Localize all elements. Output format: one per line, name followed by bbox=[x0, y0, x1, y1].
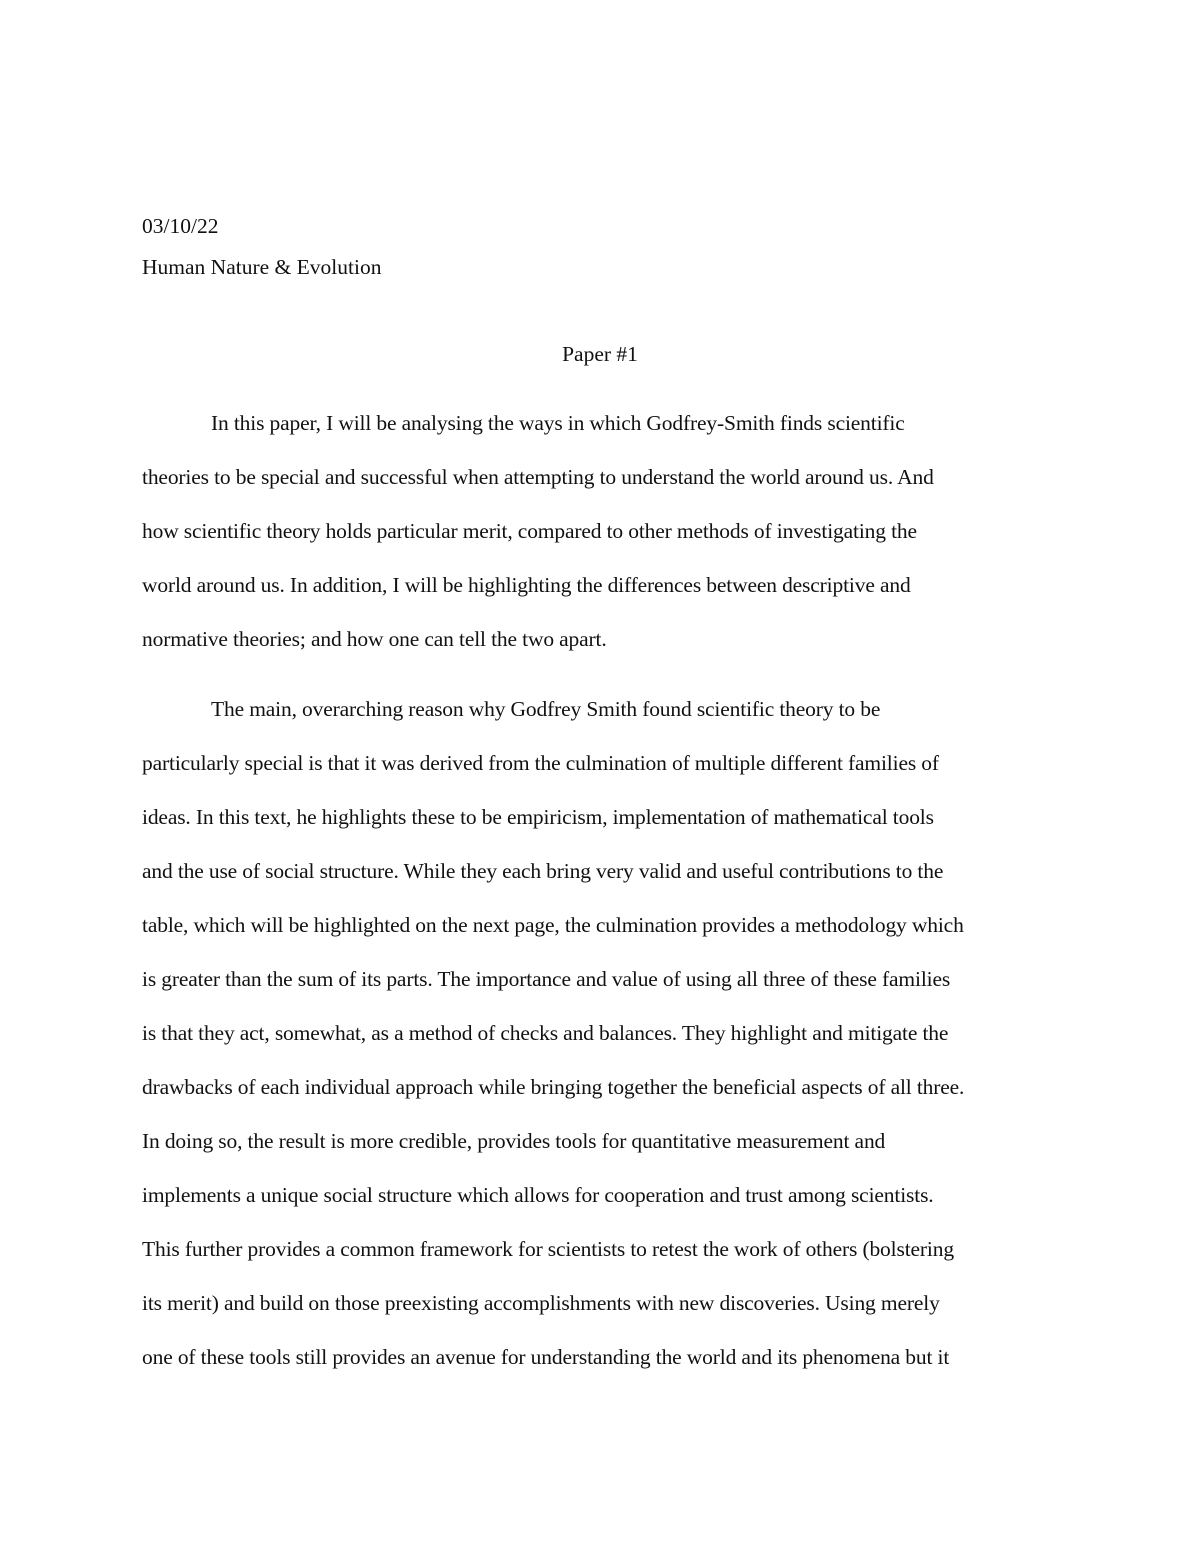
course-line: Human Nature & Evolution bbox=[142, 255, 382, 279]
paragraph-line: one of these tools still provides an avenue for understanding the world and its phenomena but it bbox=[142, 1345, 950, 1369]
paragraph-line: and the use of social structure. While they each bring very valid and useful contributions to the bbox=[142, 859, 944, 883]
paper-title: Paper #1 bbox=[562, 342, 638, 366]
paragraph-line: drawbacks of each individual approach while bringing together the beneficial aspects of all three. bbox=[142, 1075, 965, 1099]
paragraph-line: normative theories; and how one can tell the two apart. bbox=[142, 627, 607, 651]
paragraph-line: This further provides a common framework for scientists to retest the work of others (bolstering bbox=[142, 1237, 954, 1261]
paragraph-line: particularly special is that it was derived from the culmination of multiple different families of bbox=[142, 751, 939, 775]
paragraph-line: In this paper, I will be analysing the ways in which Godfrey-Smith finds scientific bbox=[211, 411, 905, 435]
paragraph-line: table, which will be highlighted on the next page, the culmination provides a methodology which bbox=[142, 913, 964, 937]
paragraph-line: is that they act, somewhat, as a method of checks and balances. They highlight and mitigate the bbox=[142, 1021, 949, 1045]
paragraph-line: ideas. In this text, he highlights these to be empiricism, implementation of mathematical tools bbox=[142, 805, 934, 829]
paragraph-main-reason bbox=[142, 695, 1142, 1397]
paragraph-line: its merit) and build on those preexisting accomplishments with new discoveries. Using merely bbox=[142, 1291, 940, 1315]
paragraph-introduction bbox=[142, 409, 1142, 679]
paragraph-line: The main, overarching reason why Godfrey Smith found scientific theory to be bbox=[211, 697, 881, 721]
paragraph-line: In doing so, the result is more credible, provides tools for quantitative measurement and bbox=[142, 1129, 886, 1153]
paragraph-line: world around us. In addition, I will be highlighting the differences between descriptive and bbox=[142, 573, 911, 597]
date-line: 03/10/22 bbox=[142, 214, 219, 238]
paragraph-line: theories to be special and successful when attempting to understand the world around us. And bbox=[142, 465, 934, 489]
paragraph-line: how scientific theory holds particular merit, compared to other methods of investigating the bbox=[142, 519, 917, 543]
paragraph-line: implements a unique social structure which allows for cooperation and trust among scientists. bbox=[142, 1183, 934, 1207]
paragraph-line: is greater than the sum of its parts. The importance and value of using all three of these families bbox=[142, 967, 951, 991]
